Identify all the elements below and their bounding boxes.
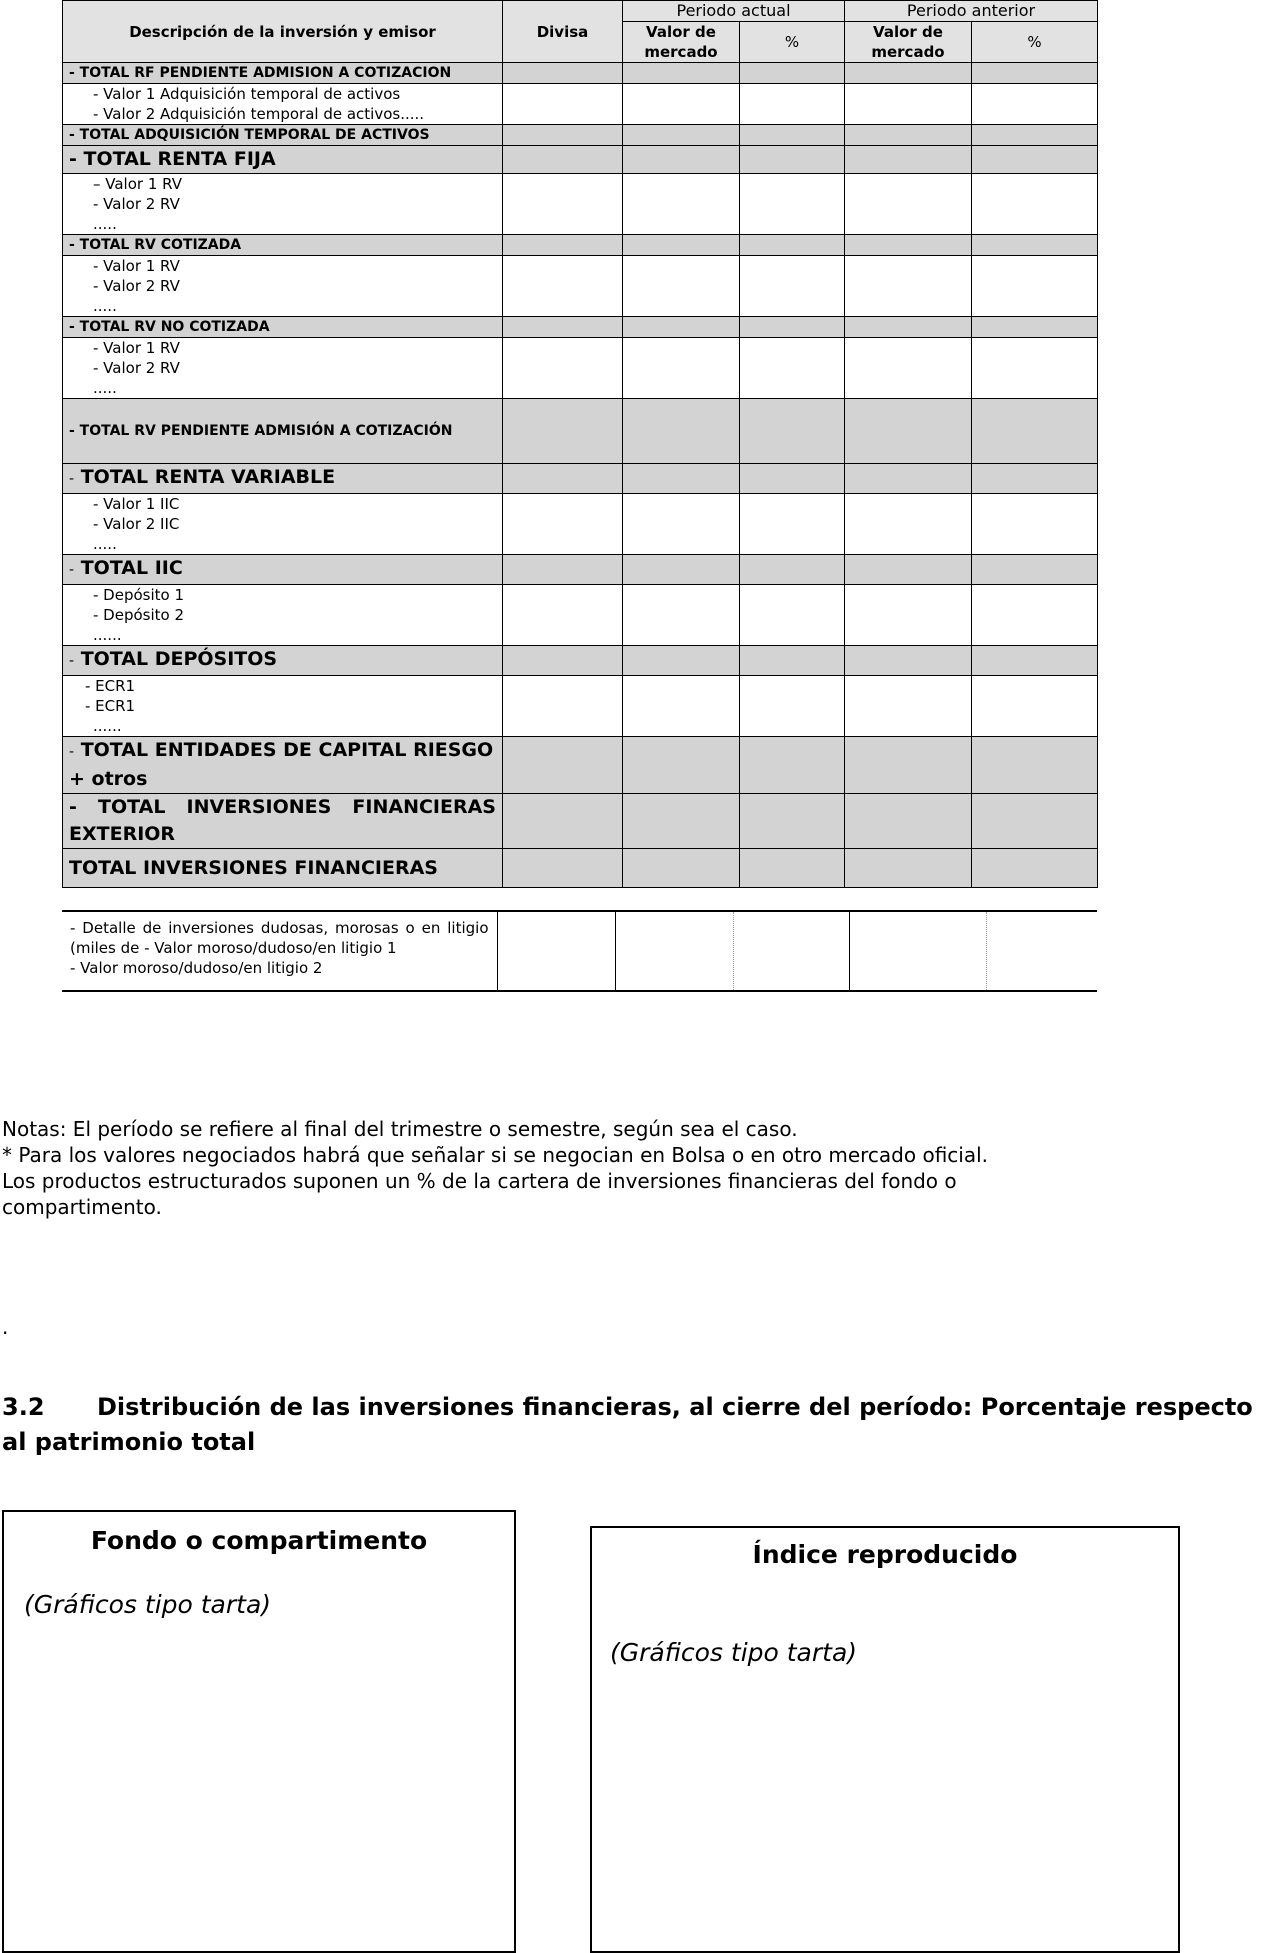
table-row (63, 737, 1098, 794)
row-rf-pending-total: - TOTAL RF PENDIENTE ADMISION A COTIZACION (63, 63, 503, 84)
table-row (63, 494, 1098, 555)
table-row (63, 146, 1098, 174)
list-item: ...... (93, 626, 122, 644)
header-percent-previous: % (972, 22, 1098, 63)
table-row (62, 911, 1097, 991)
row-rv-pending-total: - TOTAL RV PENDIENTE ADMISIÓN A COTIZACIÓN (63, 399, 503, 464)
list-item: - Valor 2 RV (93, 195, 180, 213)
table-row (63, 646, 1098, 676)
row-foreign-total: - TOTAL INVERSIONES FINANCIERAS EXTERIOR (63, 794, 503, 849)
header-percent-current: % (740, 22, 845, 63)
row-iic-total (63, 555, 503, 585)
notes (2, 1116, 1232, 1220)
row-temp-acq-total: - TOTAL ADQUISICIÓN TEMPORAL DE ACTIVOS (63, 125, 503, 146)
table-row (63, 174, 1098, 235)
row-ecr-total (63, 737, 503, 794)
row-prefix: - (69, 744, 75, 760)
table-row (63, 256, 1098, 317)
table-row (63, 555, 1098, 585)
table-row (63, 849, 1098, 888)
header-previous-period: Periodo anterior (845, 1, 1098, 22)
table-row (63, 676, 1098, 737)
index-chart-title: Índice reproducido (752, 1540, 1018, 1569)
table-row (63, 84, 1098, 125)
index-chart-placeholder: (Gráficos tipo tarta) (610, 1638, 858, 1667)
row-fixed-income-total: - TOTAL RENTA FIJA (63, 146, 503, 174)
table-row (63, 464, 1098, 494)
detail-text-2: - Valor moroso/dudoso/en litigio 2 (70, 959, 323, 977)
list-item: - Valor 2 IIC (93, 515, 180, 533)
table-row (63, 235, 1098, 256)
header-market-value-current: Valor de mercado (623, 22, 740, 63)
row-rv-unlisted-items (63, 338, 503, 399)
detail-cell (733, 911, 849, 991)
row-ecr-items (63, 676, 503, 737)
note-line-2: * Para los valores negociados habrá que señalar si se negocian en Bolsa o en otro mercado oficial. (2, 1143, 989, 1167)
table-row (63, 125, 1098, 146)
row-rv-listed-items (63, 256, 503, 317)
table-row (63, 63, 1098, 84)
list-item: - Valor 2 Adquisición temporal de activos..... (93, 105, 425, 123)
header-current-period: Periodo actual (623, 1, 845, 22)
row-fixed-income-items (63, 174, 503, 235)
row-prefix: - (69, 471, 75, 487)
row-label: TOTAL DEPÓSITOS (80, 648, 278, 670)
list-item: - Valor 1 Adquisición temporal de activos (93, 85, 401, 103)
list-item: - ECR1 (85, 697, 136, 715)
investment-table-wrapper (62, 0, 1097, 888)
list-item: - Valor 2 RV (93, 359, 180, 377)
investment-table (62, 0, 1098, 888)
list-item: - Valor 1 RV (93, 339, 180, 357)
row-deposit-items (63, 585, 503, 646)
list-item: ..... (93, 379, 117, 397)
row-label: TOTAL RENTA VARIABLE (80, 466, 336, 488)
table-row (63, 585, 1098, 646)
row-financial-total: TOTAL INVERSIONES FINANCIERAS (63, 849, 503, 888)
note-line-1: Notas: El período se refiere al final del trimestre o semestre, según sea el caso. (2, 1117, 798, 1141)
detail-cell (497, 911, 615, 991)
header-currency: Divisa (503, 1, 623, 63)
list-item: ..... (93, 215, 117, 233)
row-iic-items (63, 494, 503, 555)
row-rv-unlisted-total: - TOTAL RV NO COTIZADA (63, 317, 503, 338)
header-row-1 (63, 1, 1098, 22)
detail-cell (615, 911, 733, 991)
row-variable-income-total (63, 464, 503, 494)
table-row (63, 794, 1098, 849)
row-label: TOTAL IIC (80, 557, 183, 579)
row-rf-pending-items (63, 84, 503, 125)
detail-cell (986, 911, 1097, 991)
row-deposits-total (63, 646, 503, 676)
list-item: - Valor 2 RV (93, 277, 180, 295)
list-item: ..... (93, 297, 117, 315)
header-description: Descripción de la inversión y emisor (63, 1, 503, 63)
row-rv-listed-total: - TOTAL RV COTIZADA (63, 235, 503, 256)
list-item: - Depósito 2 (93, 606, 185, 624)
table-row (63, 399, 1098, 464)
list-item: – Valor 1 RV (93, 175, 183, 193)
detail-table-wrapper (62, 910, 1097, 992)
detail-description (62, 911, 497, 991)
list-item: - Valor 1 IIC (93, 495, 180, 513)
table-row (63, 338, 1098, 399)
fund-chart-title: Fondo o compartimento (90, 1526, 428, 1555)
table-row (63, 317, 1098, 338)
detail-cell (849, 911, 986, 991)
note-line-3: Los productos estructurados suponen un % de la cartera de inversiones financieras del fondo o compartimento. (2, 1169, 957, 1219)
list-item: - ECR1 (85, 677, 136, 695)
detail-table (62, 910, 1097, 992)
section-heading (2, 1390, 1272, 1460)
row-prefix: - (69, 653, 75, 669)
section-title-text: Distribución de las inversiones financieras, al cierre del período: Porcentaje respecto al patrimonio total (2, 1393, 1253, 1456)
row-label: TOTAL ENTIDADES DE CAPITAL RIESGO + otros (69, 739, 494, 790)
list-item: - Depósito 1 (93, 586, 185, 604)
fund-chart-placeholder: (Gráficos tipo tarta) (24, 1590, 272, 1619)
detail-text: - Detalle de inversiones dudosas, morosas o en litigio (miles de - Valor moroso/dudoso/en litigio 1 (70, 919, 489, 957)
index-chart-box (590, 1526, 1180, 1953)
row-prefix: - (69, 562, 75, 578)
stray-dot: . (2, 1315, 9, 1339)
list-item: ...... (93, 717, 122, 735)
list-item: ..... (93, 535, 117, 553)
fund-chart-box (2, 1510, 516, 1953)
header-market-value-previous: Valor de mercado (845, 22, 972, 63)
section-number: 3.2 (2, 1393, 45, 1421)
list-item: - Valor 1 RV (93, 257, 180, 275)
